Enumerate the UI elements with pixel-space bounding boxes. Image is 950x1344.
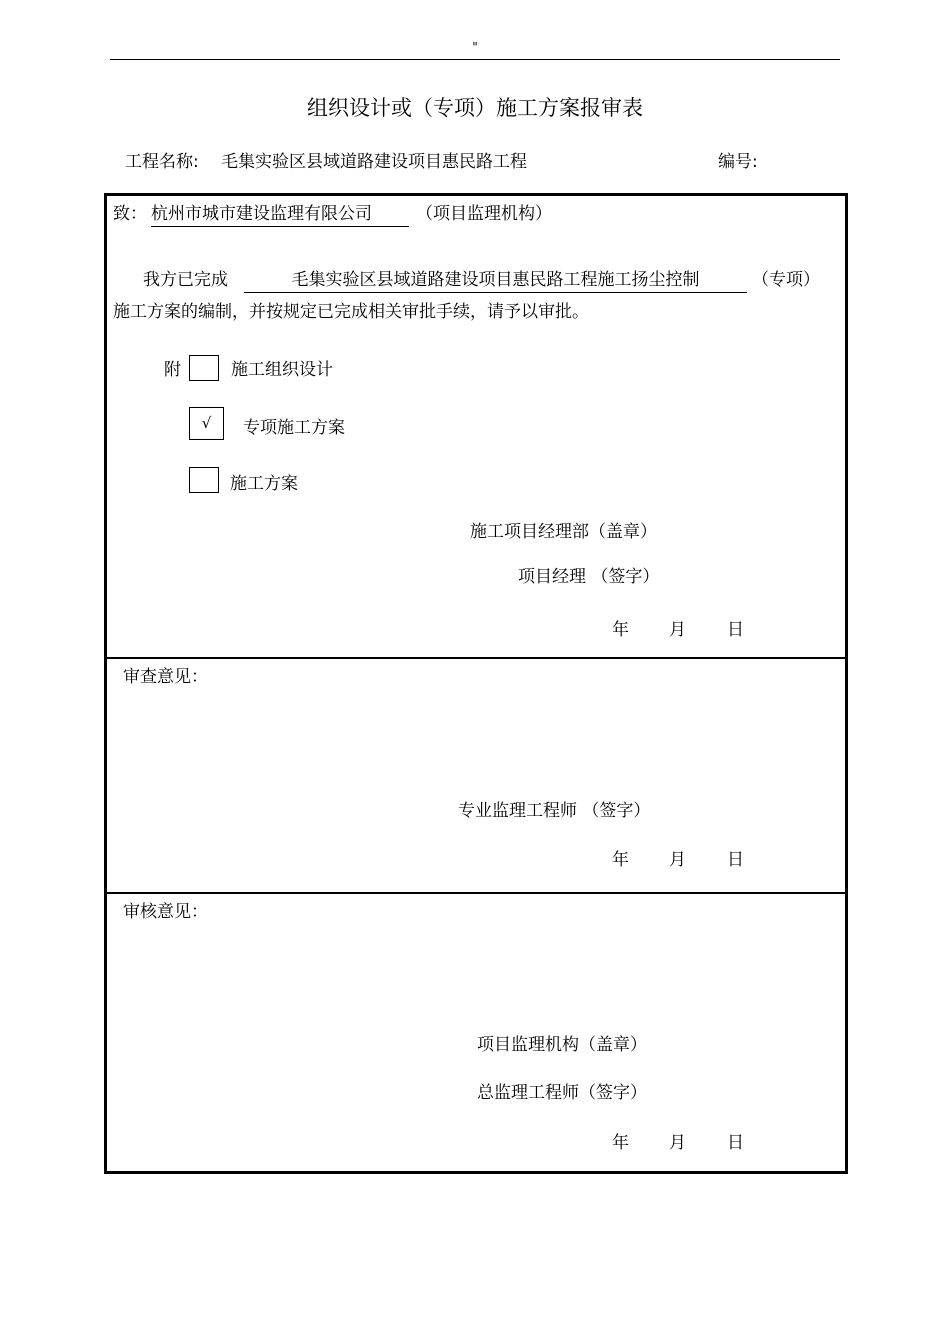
- attachment-checkbox-special-plan[interactable]: √: [189, 407, 224, 440]
- attachment-label-special-plan: 专项施工方案: [243, 418, 345, 438]
- statement-suffix: （专项）: [752, 270, 820, 290]
- approval-org-seal: 项目监理机构（盖章）: [477, 1035, 647, 1055]
- plan-name: 毛集实验区县域道路建设项目惠民路工程施工扬尘控制: [244, 265, 747, 293]
- approval-chief-signature: 总监理工程师（签字）: [477, 1083, 647, 1103]
- form-frame: [104, 193, 848, 1174]
- page-title: 组织设计或（专项）施工方案报审表: [307, 96, 643, 120]
- date-month: 月: [669, 620, 686, 640]
- attachments-prefix: 附: [164, 360, 181, 380]
- addressee-org: 杭州市城市建设监理有限公司: [151, 199, 409, 227]
- statement-line2: 施工方案的编制，并按规定已完成相关审批手续，请予以审批。: [113, 302, 589, 322]
- review-signer: 专业监理工程师 （签字）: [458, 801, 651, 821]
- section-divider-approval: [104, 892, 848, 894]
- contractor-manager-signature: 项目经理 （签字）: [518, 567, 660, 587]
- statement-intro: 我方已完成: [143, 270, 228, 290]
- attachment-checkbox-construction-plan[interactable]: [189, 467, 219, 493]
- approval-date-month: 月: [669, 1133, 686, 1153]
- approval-label: 审核意见：: [123, 902, 208, 922]
- review-label: 审查意见：: [123, 667, 208, 687]
- review-date-day: 日: [727, 850, 744, 870]
- attachment-label-construction-plan: 施工方案: [230, 474, 298, 494]
- addressee-prefix: 致：: [113, 204, 147, 224]
- project-label: 工程名称:: [125, 152, 199, 172]
- number-label: 编号:: [718, 152, 758, 172]
- project-name: 毛集实验区县域道路建设项目惠民路工程: [221, 152, 527, 172]
- contractor-dept-seal: 施工项目经理部（盖章）: [470, 522, 657, 542]
- header-mark: ": [472, 40, 478, 54]
- attachment-label-org-design: 施工组织设计: [231, 360, 333, 380]
- attachment-checkbox-org-design[interactable]: [189, 355, 219, 381]
- date-day: 日: [727, 620, 744, 640]
- date-year: 年: [612, 620, 629, 640]
- section-divider-review: [104, 657, 848, 659]
- addressee-suffix: （项目监理机构）: [416, 204, 552, 224]
- approval-date-year: 年: [612, 1133, 629, 1153]
- header-rule: [110, 59, 840, 60]
- approval-date-day: 日: [727, 1133, 744, 1153]
- review-date-year: 年: [612, 850, 629, 870]
- review-date-month: 月: [669, 850, 686, 870]
